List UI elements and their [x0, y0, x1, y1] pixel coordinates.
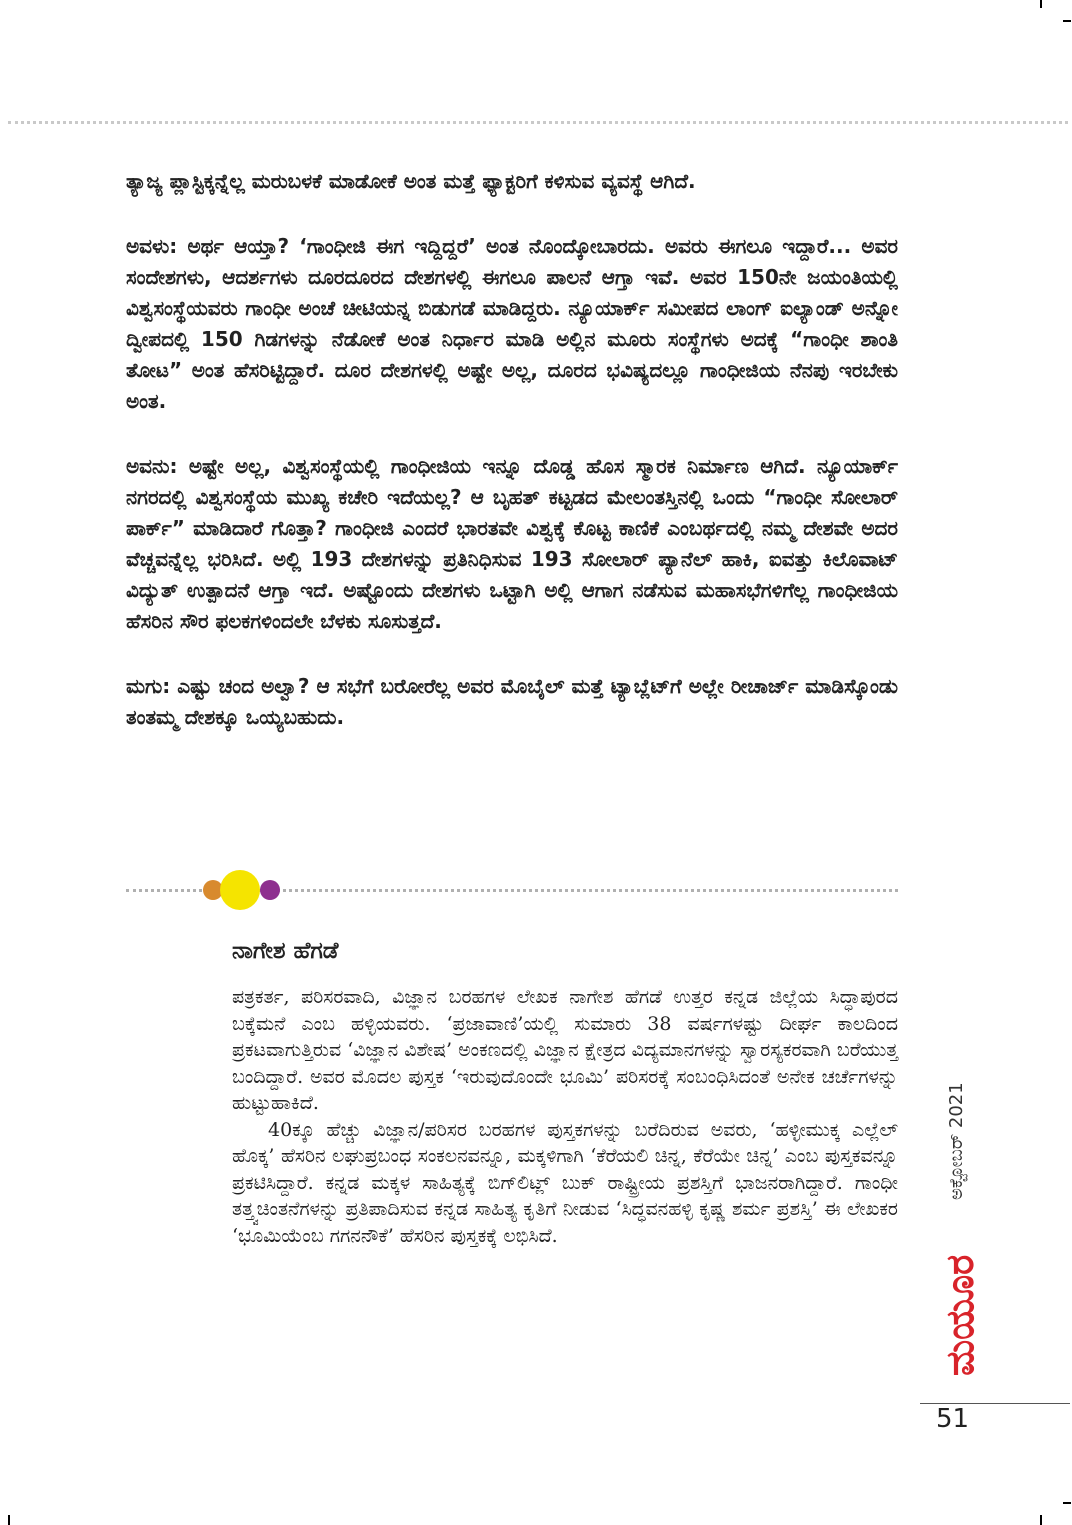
article-paragraph: ತ್ಯಾಜ್ಯ ಪ್ಲಾಸ್ಟಿಕ್ಕನ್ನೆಲ್ಲ ಮರುಬಳಕೆ ಮಾಡೋಕೆ ಅಂತ ಮತ್ತೆ ಫ್ಯಾಕ್ಟರಿಗೆ ಕಳಿಸುವ ವ್ಯವಸ್ಥೆ ಆಗಿದೆ. [126, 169, 696, 193]
purple-dot-icon [260, 880, 280, 900]
section-separator [126, 872, 898, 908]
article-body [126, 166, 898, 767]
author-name: ನಾಗೇಶ ಹೆಗಡೆ [232, 938, 339, 964]
crop-mark [1040, 1515, 1042, 1525]
page-number: 51 [936, 1404, 970, 1434]
author-bio [232, 984, 898, 1249]
article-paragraph: ಅವನು: ಅಷ್ಟೇ ಅಲ್ಲ, ವಿಶ್ವಸಂಸ್ಥೆಯಲ್ಲಿ ಗಾಂಧೀಜಿಯ ಇನ್ನೂ ದೊಡ್ಡ ಹೊಸ ಸ್ಮಾರಕ ನಿರ್ಮಾಣ ಆಗಿದೆ. ನ್ಯೂಯಾರ್ಕ್ ನಗರದಲ್ಲಿ ವಿಶ್ವಸಂಸ್ಥೆಯ ಮುಖ್ಯ ಕಚೇರಿ ಇದೆಯಲ್ಲ? ಆ ಬೃಹತ್ ಕಟ್ಟಡದ ಮೇಲಂತಸ್ತಿನಲ್ಲಿ ಒಂದು “ಗಾಂಧೀ ಸೋಲಾರ್ ಪಾರ್ಕ್” ಮಾಡಿದಾರೆ ಗೊತ್ತಾ? ಗಾಂಧೀಜಿ ಎಂದರೆ ಭಾರತವೇ ವಿಶ್ವಕ್ಕೆ ಕೊಟ್ಟ ಕಾಣಿಕೆ ಎಂಬರ್ಥದಲ್ಲಿ ನಮ್ಮ ದೇಶವೇ ಅದರ ವೆಚ್ಚವನ್ನೆಲ್ಲ ಭರಿಸಿದೆ. ಅಲ್ಲಿ 193 ದೇಶಗಳನ್ನು ಪ್ರತಿನಿಧಿಸುವ 193 ಸೋಲಾರ್ ಪ್ಯಾನೆಲ್ ಹಾಕಿ, ಐವತ್ತು ಕಿಲೊವಾಟ್ ವಿದ್ಯುತ್ ಉತ್ಪಾದನೆ ಆಗ್ತಾ ಇದೆ. ಅಷ್ಟೊಂದು ದೇಶಗಳು ಒಟ್ಟಾಗಿ ಅಲ್ಲಿ ಆಗಾಗ ನಡೆಸುವ ಮಹಾಸಭೆಗಳಿಗೆಲ್ಲ ಗಾಂಧೀಜಿಯ ಹೆಸರಿನ ಸೌರ ಫಲಕಗಳಿಂದಲೇ ಬೆಳಕು ಸೂಸುತ್ತದೆ. [126, 454, 898, 633]
bio-paragraph: ಪತ್ರಕರ್ತ, ಪರಿಸರವಾದಿ, ವಿಜ್ಞಾನ ಬರಹಗಳ ಲೇಖಕ ನಾಗೇಶ ಹೆಗಡೆ ಉತ್ತರ ಕನ್ನಡ ಜಿಲ್ಲೆಯ ಸಿದ್ಧಾಪುರದ ಬಕ್ಕೆಮನೆ ಎಂಬ ಹಳ್ಳಿಯವರು. ‘ಪ್ರಜಾವಾಣಿ’ಯಲ್ಲಿ ಸುಮಾರು 38 ವರ್ಷಗಳಷ್ಟು ದೀರ್ಘ ಕಾಲದಿಂದ ಪ್ರಕಟವಾಗುತ್ತಿರುವ ‘ವಿಜ್ಞಾನ ವಿಶೇಷ’ ಅಂಕಣದಲ್ಲಿ ವಿಜ್ಞಾನ ಕ್ಷೇತ್ರದ ವಿದ್ಯಮಾನಗಳನ್ನು ಸ್ವಾರಸ್ಯಕರವಾಗಿ ಬರೆಯುತ್ತ ಬಂದಿದ್ದಾರೆ. ಅವರ ಮೊದಲ ಪುಸ್ತಕ ‘ಇರುವುದೊಂದೇ ಭೂಮಿ’ ಪರಿಸರಕ್ಕೆ ಸಂಬಂಧಿಸಿದಂತೆ ಅನೇಕ ಚರ್ಚೆಗಳನ್ನು ಹುಟ್ಟುಹಾಕಿದೆ. [232, 986, 898, 1114]
top-dotted-rule [8, 121, 1068, 124]
article-paragraph: ಮಗು: ಎಷ್ಟು ಚಂದ ಅಲ್ವಾ? ಆ ಸಭೆಗೆ ಬರೋರೆಲ್ಲ ಅವರ ಮೊಬೈಲ್ ಮತ್ತೆ ಟ್ಯಾಬ್ಲೆಟ್‌ಗೆ ಅಲ್ಲೇ ರೀಚಾರ್ಜ್ ಮಾಡಿಸ್ಕೊಂಡು ತಂತಮ್ಮ ದೇಶಕ್ಕೂ ಒಯ್ಯಬಹುದು. [126, 674, 898, 729]
magazine-logo: ಮಯೂರ [938, 1254, 982, 1376]
yellow-dot-icon [220, 870, 260, 910]
issue-date: ಅಕ್ಟೋಬರ್ 2021 [946, 1082, 967, 1200]
bio-paragraph: 40ಕ್ಕೂ ಹೆಚ್ಚು ವಿಜ್ಞಾನ/ಪರಿಸರ ಬರಹಗಳ ಪುಸ್ತಕಗಳನ್ನು ಬರೆದಿರುವ ಅವರು, ‘ಹಳ್ಳೀಮುಕ್ಕ ಎಲ್ಲೆಲ್ ಹೊಕ್ಕ’ ಹೆಸರಿನ ಲಘುಪ್ರಬಂಧ ಸಂಕಲನವನ್ನೂ, ಮಕ್ಕಳಿಗಾಗಿ ‘ಕೆರೆಯಲಿ ಚಿನ್ನ, ಕೆರೆಯೇ ಚಿನ್ನ’ ಎಂಬ ಪುಸ್ತಕವನ್ನೂ ಪ್ರಕಟಿಸಿದ್ದಾರೆ. ಕನ್ನಡ ಮಕ್ಕಳ ಸಾಹಿತ್ಯಕ್ಕೆ ಬಿಗ್‌ಲಿಟ್ಲ್ ಬುಕ್ ರಾಷ್ಟ್ರೀಯ ಪ್ರಶಸ್ತಿಗೆ ಭಾಜನರಾಗಿದ್ದಾರೆ. ಗಾಂಧೀ ತತ್ತ್ವಚಿಂತನೆಗಳನ್ನು ಪ್ರತಿಪಾದಿಸುವ ಕನ್ನಡ ಸಾಹಿತ್ಯ ಕೃತಿಗೆ ನೀಡುವ ‘ಸಿದ್ಧವನಹಳ್ಳಿ ಕೃಷ್ಣ ಶರ್ಮ ಪ್ರಶಸ್ತಿ’ ಈ ಲೇಖಕರ ‘ಭೂಮಿಯೆಂಬ ಗಗನನೌಕೆ’ ಹೆಸರಿನ ಪುಸ್ತಕಕ್ಕೆ ಲಭಿಸಿದೆ. [232, 1118, 898, 1247]
article-paragraph: ಅವಳು: ಅರ್ಥ ಆಯ್ತಾ? ‘ಗಾಂಧೀಜಿ ಈಗ ಇದ್ದಿದ್ದರೆ’ ಅಂತ ನೊಂದ್ಕೋಬಾರದು. ಅವರು ಈಗಲೂ ಇದ್ದಾರೆ... ಅವರ ಸಂದೇಶಗಳು, ಆದರ್ಶಗಳು ದೂರದೂರದ ದೇಶಗಳಲ್ಲಿ ಈಗಲೂ ಪಾಲನೆ ಆಗ್ತಾ ಇವೆ. ಅವರ 150ನೇ ಜಯಂತಿಯಲ್ಲಿ ವಿಶ್ವಸಂಸ್ಥೆಯವರು ಗಾಂಧೀ ಅಂಚೆ ಚೀಟಿಯನ್ನ ಬಿಡುಗಡೆ ಮಾಡಿದ್ದರು. ನ್ಯೂಯಾರ್ಕ್ ಸಮೀಪದ ಲಾಂಗ್ ಐಲ್ಯಾಂಡ್ ಅನ್ನೋ ದ್ವೀಪದಲ್ಲಿ 150 ಗಿಡಗಳನ್ನು ನೆಡೋಕೆ ಅಂತ ನಿರ್ಧಾರ ಮಾಡಿ ಅಲ್ಲಿನ ಮೂರು ಸಂಸ್ಥೆಗಳು ಅದಕ್ಕೆ “ಗಾಂಧೀ ಶಾಂತಿ ತೋಟ” ಅಂತ ಹೆಸರಿಟ್ಟಿದ್ದಾರೆ. ದೂರ ದೇಶಗಳಲ್ಲಿ ಅಷ್ಟೇ ಅಲ್ಲ, ದೂರದ ಭವಿಷ್ಯದಲ್ಲೂ ಗಾಂಧೀಜಿಯ ನೆನಪು ಇರಬೇಕು ಅಂತ. [126, 234, 898, 413]
crop-mark [1063, 20, 1071, 22]
crop-mark [1040, 0, 1042, 8]
crop-mark [1063, 1502, 1071, 1504]
crop-mark [8, 1515, 10, 1525]
